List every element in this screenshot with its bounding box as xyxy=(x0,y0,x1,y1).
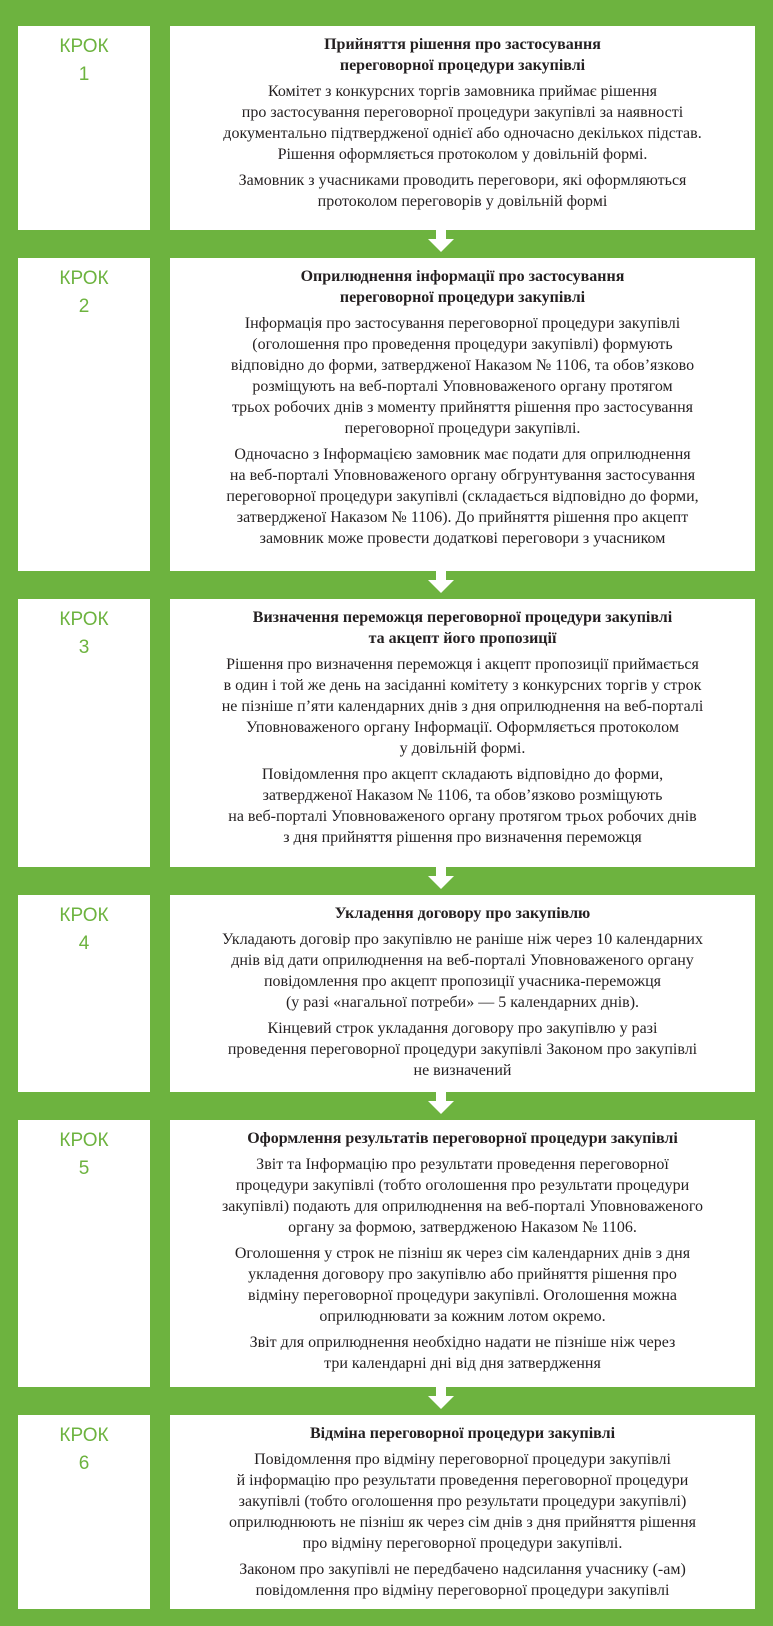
step-5-title: Оформлення результатів переговорної процедури закупівлі xyxy=(247,1130,678,1147)
arrow-down-icon xyxy=(428,876,454,889)
step-3-paragraph-2: Повідомлення про акцепт складають відповідно до форми, затвердженої Наказом № 1106, та обов’язково розміщують на веб-порталі Уповноваженого органу протягом трьох робочих днів з дня прийняття рішення про визначення переможця xyxy=(228,766,697,846)
step-2-title: Оприлюднення інформації про застосування переговорної процедури закупівлі xyxy=(300,268,625,306)
arrow-down-icon xyxy=(428,1101,454,1114)
step-3-label xyxy=(18,599,150,867)
step-4-body xyxy=(170,895,755,1092)
step-4 xyxy=(0,895,773,1092)
step-1-label xyxy=(18,26,150,230)
step-1-paragraph-1: Комітет з конкурсних торгів замовника приймає рішення про застосування переговорної процедури закупівлі за наявності документально підтвердженої однієї або одночасно декількох підстав. Рішення оформляється протоколом у довільній формі. xyxy=(223,83,702,163)
step-4-paragraph-2: Кінцевий строк укладання договору про закупівлю у разі проведення переговорної процедури закупівлі Законом про закупівлі не визначений xyxy=(227,1020,698,1079)
arrow-down-icon xyxy=(428,580,454,593)
step-3-number: 3 xyxy=(78,637,90,658)
step-2-paragraph-2: Одночасно з Інформацією замовник має подати для оприлюднення на веб-порталі Уповноваженого органу обгрунтування застосування переговорної процедури закупівлі (складається відповідно до форми, затвердженої Наказом № 1106). До прийняття рішення про акцепт замовник може провести додаткові переговори з учасником xyxy=(226,446,699,547)
step-6-paragraph-1: Повідомлення про відміну переговорної процедури закупівлі й інформацію про результати проведення переговорної процедури закупівлі (тобто оголошення про результати процедури закупівлі) оприлюднюють не пізніш як через сім днів з дня прийняття рішення про відміну переговорної процедури закупівлі. xyxy=(228,1451,696,1552)
arrow-down-icon xyxy=(428,239,454,252)
step-1-title: Прийняття рішення про застосування переговорної процедури закупівлі xyxy=(324,36,601,74)
step-1-body xyxy=(170,26,755,230)
step-3-title: Визначення переможця переговорної процедури закупівлі та акцепт його пропозиції xyxy=(252,609,673,647)
step-1-label-text: КРОК xyxy=(59,36,109,57)
step-4-label xyxy=(18,895,150,1092)
step-4-title: Укладення договору про закупівлю xyxy=(334,905,591,922)
step-1 xyxy=(0,26,773,230)
step-6-label xyxy=(18,1415,150,1609)
step-1-number: 1 xyxy=(78,64,90,85)
step-4-label-text: КРОК xyxy=(59,905,109,926)
step-2-label-text: КРОК xyxy=(59,268,109,289)
step-5 xyxy=(0,1120,773,1387)
arrow-down-icon xyxy=(428,1396,454,1409)
step-3-paragraph-1: Рішення про визначення переможця і акцепт пропозиції приймається в один і той же день на засіданні комітету з конкурсних торгів у строк не пізніше п’яти календарних днів з дня оприлюднення на веб-порталі Уповноваженого органу Інформації. Оформляється протоколом у довільній формі. xyxy=(221,656,704,757)
step-2-paragraph-1: Інформація про застосування переговорної процедури закупівлі (оголошення про проведення процедури закупівлі) формують відповідно до форми, затвердженої Наказом № 1106, та обов’язково розміщують на веб-порталі Уповноваженого органу протягом трьох робочих днів з моменту прийняття рішення про застосування переговорної процедури закупівлі. xyxy=(230,315,695,437)
step-4-paragraph-1: Укладають договір про закупівлю не раніше ніж через 10 календарних днів від дати оприлюднення на веб-порталі Уповноваженого органу повідомлення про акцепт пропозиції учасника-переможця (у разі «нагальної потреби» — 5 календарних днів). xyxy=(222,931,703,1011)
step-3 xyxy=(0,599,773,867)
step-5-paragraph-3: Звіт для оприлюднення необхідно надати не пізніше ніж через три календарні дні від дня затвердження xyxy=(249,1334,676,1372)
step-1-paragraph-2: Замовник з учасниками проводить переговори, які оформляються протоколом переговорів у довільній формі xyxy=(238,172,687,210)
step-2-label xyxy=(18,258,150,571)
step-6-paragraph-2: Законом про закупівлі не передбачено надсилання учаснику (-ам) повідомлення про відміну переговорної процедури закупівлі xyxy=(239,1561,686,1599)
step-5-body xyxy=(170,1120,755,1387)
step-6-body xyxy=(170,1415,755,1609)
step-6-number: 6 xyxy=(78,1453,90,1474)
step-5-paragraph-2: Оголошення у строк не пізніш як через сім календарних днів з дня укладення договору про закупівлю або прийняття рішення про відміну переговорної процедури закупівлі. Оголошення можна оприлюднювати за кожним лотом окремо. xyxy=(234,1245,691,1325)
step-5-label xyxy=(18,1120,150,1387)
step-6-title: Відміна переговорної процедури закупівлі xyxy=(309,1425,616,1442)
step-6-label-text: КРОК xyxy=(59,1425,109,1446)
step-5-paragraph-1: Звіт та Інформацію про результати проведення переговорної процедури закупівлі (тобто оголошення про результати процедури закупівлі) подають для оприлюднення на веб-порталі Уповноваженого органу за формою, затвердженою Наказом № 1106. xyxy=(221,1156,704,1236)
step-6 xyxy=(0,1415,773,1609)
step-3-label-text: КРОК xyxy=(59,609,109,630)
step-4-number: 4 xyxy=(78,933,90,954)
step-2-number: 2 xyxy=(78,296,90,317)
step-5-label-text: КРОК xyxy=(59,1130,109,1151)
step-2-body xyxy=(170,258,755,571)
step-2 xyxy=(0,258,773,571)
step-5-number: 5 xyxy=(78,1158,90,1179)
step-3-body xyxy=(170,599,755,867)
